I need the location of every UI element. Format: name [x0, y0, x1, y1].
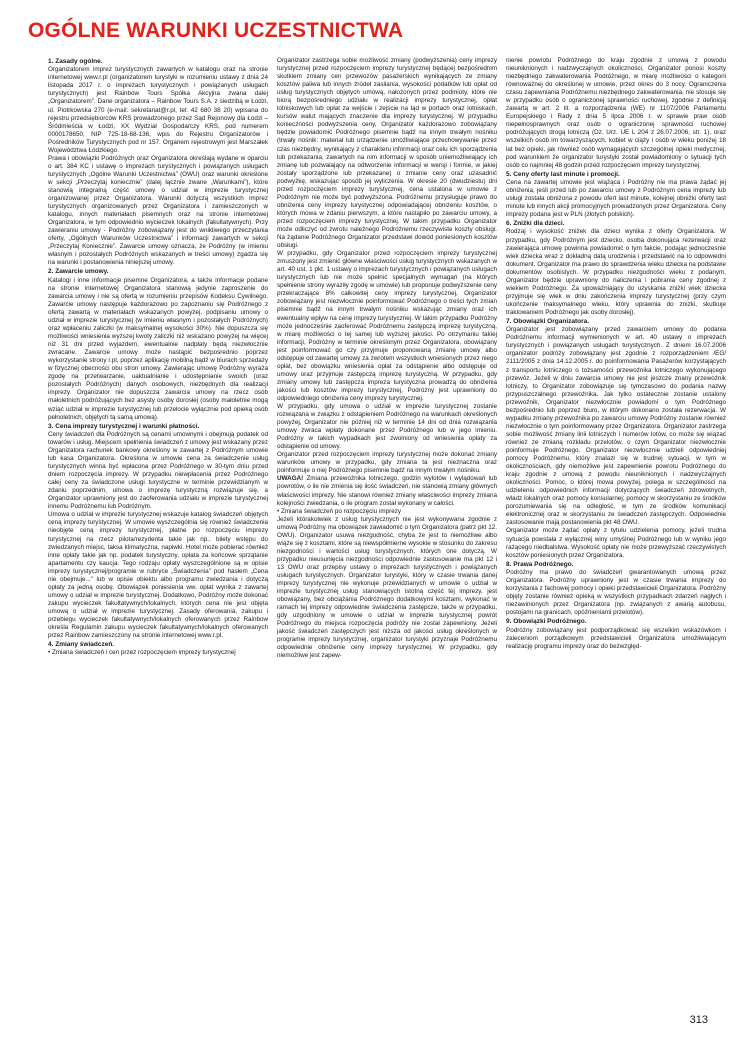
paragraph: nienie powrotu Podróżnego do kraju zgodnie z umową z powodu nieuniknionych i nadzwyczajnych okoliczności, Organizator ponosi koszty niezbędnego zakwaterowania Podróżnego, w miarę możliwości o kategorii równoważnej do określonej w umowie, przez okres do 3 nocy. Ograniczenia czasu zapewniania Podróżnemu niezbędnego zakwaterowania, nie stosuje się w przypadku osób o ograniczonej sprawności ruchowej, zgodnie z definicją zawartą w art. 2 lit. a rozporządzenia (WE) nr 1107/2006 Parlamentu Europejskiego i Rady z dnia 5 lipca 2006 r. w sprawie praw osób niepełnosprawnych oraz osób o ograniczonej sprawności ruchowej podróżujących drogą lotniczą (Dz. Urz. UE L 204 z 26.07.2006, str. 1), oraz wszelkich osób im towarzyszących, kobiet w ciąży i osób w wieku poniżej 18 lat bez opieki, jak również osób wymagających szczególnej opieki medycznej, pod warunkiem że organizator turystyki został powiadomiony o sytuacji tych osób co najmniej 48 godzin przed rozpoczęciem imprezy turystycznej.	[506, 57, 726, 169]
paragraph: Ceny świadczeń dla Podróżnych są cenami umownymi i obejmują podatek od towarów i usług. Miejscem spełnienia świadczeń z umowy jest wskazany przez Organizatora rachunek bankowy określony w zawartej z Podróżnym umowie lub kasa Organizatora. Określona w umowie cena za świadczenie usług turystycznych winna być wpłacona przez Podróżnego w 30-tym dniu przed dniem rozpoczęcia imprezy. W przypadku niewpłacenia przez Podróżnego całej ceny za świadczone usługi turystyczne w terminie przewidzianym w zdaniu poprzednim, umowa o imprezę turystyczną rozwiązuje się, a Organizator uprawniony jest do zaoferowania udziału w imprezie turystycznej innemu Podróżnemu lub Podróżnym.	[48, 430, 268, 511]
section-heading-organizer-duties: 7. Obowiązki Organizatora.	[506, 318, 590, 325]
section-heading-changes: 4. Zmiany świadczeń.	[48, 641, 115, 649]
section-heading-traveler-duties: 9. Obowiązki Podróżnego.	[506, 618, 587, 626]
paragraph: Organizator może żądać opłaty z tytułu udzielenia pomocy, jeżeli trudna sytuacja powstała z wyłącznej winy umyślnej Podróżnego lub w wyniku jego rażącego niedbalstwa. Wysokość opłaty nie może przewyższać rzeczywistych kosztów poniesionych przez Organizatora.	[506, 527, 726, 559]
note-text: Zmiana przewoźnika lotniczego, godzin wylotów i wylądowań lub powrotów, o ile nie zmienia się ilość świadczeń, nie stanowią zmiany głównych właściwości imprezy. Nie stanowi również zmiany właściwości imprezy zmiana kolejności zwiedzania, o ile program został wykonany w całości.	[277, 475, 497, 507]
paragraph-note	[277, 475, 497, 507]
page-title: OGÓLNE WARUNKI UCZESTNICTWA	[28, 19, 404, 42]
section-heading-general-rules: 1. Zasady ogólne.	[48, 58, 103, 65]
paragraph: Organizator przed rozpoczęciem imprezy turystycznej może dokonać zmiany warunków umowy w przypadku, gdy zmiana ta jest nieznaczna oraz poinformuje o niej Podróżnego pisemnie bądź na innym trwałym nośniku.	[277, 451, 497, 475]
column-1	[48, 57, 268, 1010]
paragraph: Organizator jest zobowiązany przed zawarciem umowy do podania Podróżnemu informacji wymienionych w art. 40 ustawy o imprezach turystycznych i powiązanych usługach turystycznych. Z dniem 16.07.2006 organizator podróży zobowiązany jest zgodnie z rozporządzeniem /EG/ 2111/2005 z dnia 14.12.2005 r. do poinformowania Pasażerów korzystających z transportu lotniczego o tożsamości przewoźnika lotniczego wykonującego przewóz. Jeżeli w dniu zawarcia umowy nie jest jeszcze znany przewoźnik lotniczy, to Organizator zobowiązuje się tymczasowo do podania nazwy przypuszczalnego przewoźnika. Jak tylko ostatecznie zostanie ustalony przewoźnik, Organizator niezwłocznie powiadomi o tym Podróżnego bezpośrednio lub poprzez biuro, w którym dokonano została rezerwacja. W wypadku zmiany przewoźnika po zawarciu umowy Podróżny zostanie również niezwłocznie o tym poinformowany przez Organizatora. Organizator zastrzega sobie możliwość zmiany linii lotniczych i numerów lotów, co może się wiązać również ze zmianą rozkładu przelotów, o czym Organizator niezwłocznie poinformuje Podróżnego. Organizator niezwłocznie udzieli odpowiedniej pomocy Podróżnemu, który znalazł się w trudnej sytuacji, w tym w okolicznościach, gdy niemożliwe jest zapewnienie powrotu Podróżnego do kraju zgodnie z umową z powodu nieuniknionych i nadzwyczajnych okoliczności. Pomoc, o której mowa powyżej, polega w szczególności na udzieleniu odpowiednich informacji dotyczących świadczeń zdrowotnych, władz lokalnych oraz pomocy konsularnej; pomocy w skorzystaniu ze środków porozumiewania się na odległość, w tym ze środków komunikacji elektronicznej oraz w skorzystaniu ze świadczeń zastępczych. Odpowiednie zastosowanie mają postanowienia pkt 48 OWU.	[506, 326, 726, 527]
paragraph: Jeżeli którakolwiek z usług turystycznych nie jest wykonywana zgodnie z umową Podróżny ma obowiązek zawiadomić o tym Organizatora (patrz pkt 12. OWU). Organizator usuwa niezgodność, chyba że jest to niemożliwe albo wiąże się z kosztami, które są niewspółmierne wysokie w stosunku do zakresu niezgodności i wartości usług turystycznych, których one dotyczą. W przypadku nieusunięcia niezgodności odpowiednie zastosowanie ma pkt 12 i 13 OWU oraz przepisy ustawy o imprezach turystycznych i powiązanych usługach turystycznych. Organizator turystyki, który w czasie trwania danej imprezy turystycznej nie wykonuje przewidzianych w umowie o udział w imprezie turystycznej usług stanowiących istotną część tej imprezy, jest obowiązany, bez obciążania Podróżnego dodatkowymi kosztami, wykonać w ramach tej imprezy odpowiednie świadczenia zastępcze, także w przypadku, gdy uzgodniony w umowie o udział w imprezie turystycznej powrót Podróżnego do miejsca rozpoczęcia podróży nie został zapewniony. Jeżeli jakość świadczeń zastępczych jest niższa od jakości usług określonych w programie imprezy turystycznej, organizator turystyki przyznaje Podróżnemu odpowiednie obniżenie ceny imprezy turystycznej. W przypadku, gdy niemożliwe jest zapew-	[277, 515, 497, 660]
paragraph: • Zmiana świadczeń i cen przez rozpoczęciem imprezy turystycznej	[48, 649, 236, 657]
section-heading-traveler-rights: 8. Prawa Podróżnego.	[506, 560, 574, 568]
column-2	[277, 57, 497, 1010]
section-heading-contract: 2. Zawarcie umowy.	[48, 268, 109, 276]
paragraph: Umowa o udział w imprezie turystycznej wskazuje katalog świadczeń objętych ceną imprezy turystycznej. W umowie wyszczególnia się również świadczenia nieobjęte ceną imprezy turystycznej, płatne po rozpoczęciu imprezy turystycznej na rzecz pilota/rezydenta takie jak np.: bilety wstępu do zwiedzanych miejsc, taksa klimatyczna, napiwki. Hotel może pobierać również inne opłaty takie jak np. podatek turystyczny, opłata za końcowe sprzątanie apartamentu czy kaucja. Tego rodzaju opłaty wyszczególnione są w opisie imprezy turystycznej/programie w rubryce „Świadczenia” pod hasłem „Cena nie obejmuje...” lub w opisie obiektu albo programu zwiedzania i dotyczą opłaty za jedną osobę. Obowiązek poniesienia ww. opłat wynika z zawartej umowy o udział w imprezie turystycznej. Dodatkowo, Podróżny może dokonać zakupu wycieczek fakultatywnych/lokalnych, których cena nie jest objęta umową o udział w imprezie turystycznej. Zasady oferowania, zakupu i przebiegu wycieczek fakultatywnych/lokalnych oferowanych przez Rainbow określa Regulamin zakupu wycieczek fakultatywnych/lokalnych oferowanych przez Rainbow zamieszczony na stronie internetowej www.r.pl.	[48, 511, 268, 640]
paragraph: Katalogi i inne informacje pisemne Organizatora, a także informacje podane na stronie internetowej Organizatora stanowią jedynie zaproszenie do zawarcia umowy i nie są ofertą w rozumieniu przepisów Kodeksu Cywilnego. Zawarcie umowy następuje każdorazowo po zapoznaniu się Podróżnego z ofertą zawartą w materiałach wskazanych powyżej, podpisaniu umowy o udział w imprezie turystycznej (w imieniu własnym i pozostałych Podróżnych) oraz wpłaceniu zaliczki (w maksymalnej wysokości 30%). Nie dopuszcza się możliwości wniesienia wyższej kwoty zaliczki niż wskazano powyżej na więcej niż 31 dni przed wyjazdem, ewentualnie nadpłaty będą niezwłocznie zwracane. Zawarcie umowy może nastąpić bezpośrednio poprzez wykorzystanie strony r.pl, poprzez aplikację mobilną bądź w biurach sprzedaży w fizycznej obecności obu stron umowy. Zawierając umowę Podróżny wyraża zgodę na przetwarzanie, uaktualnianie i udostępnianie swoich (oraz pozostałych Podróżnych) danych osobowych, niezbędnych dla realizacji imprezy. Organizator nie dopuszcza zawarcia umowy na rzecz osób małoletnich podróżujących bez asysty osoby dorosłej (osoby małoletnie mogą wziąć udział w imprezie turystycznej lub przelocie wyłącznie pod opieką osób pełnoletnich, objętych tą samą umową).	[48, 276, 268, 421]
section-heading-last-minute: 5. Ceny oferty last minute i promocji.	[506, 170, 620, 178]
section-heading-child-discounts: 6. Zniżki dla dzieci.	[506, 220, 565, 228]
page-number: 313	[689, 1014, 708, 1026]
paragraph: Prawa i obowiązki Podróżnych oraz Organizatora określają wydane w oparciu o art. 384 KC i ustawę o imprezach turystycznych i powiązanych usługach turystycznych „Ogólne Warunki Uczestnictwa” (OWU) oraz warunki określone w sekcji „Przeczytaj koniecznie” (dalej łącznie zwane „Warunkami”), które stanowią integralną część umowy o udział w imprezie turystycznej organizowanej przez Organizatora. Warunki dotyczą wszystkich imprez turystycznych organizowanych przez Organizatora i zamieszczonych w katalogu, innych materiałach pisemnych oraz na stronie internetowej Organizatora, w tym odpowiednio wycieczek lokalnych (fakultatywnych). Przy zawieraniu umowy - Podróżny zobowiązany jest do wnikliwego przeczytania oferty, „Ogólnych Warunków Uczestnictwa” i informacji zawartych w sekcji „Przeczytaj Koniecznie”. Zawarcie umowy oznacza, że Podróżny (w imieniu własnym i pozostałych Podróżnych wskazanych w treści umowy) zgadza się na warunki i postanowienia niniejszej umowy.	[48, 154, 268, 267]
paragraph: Cena na zawartej umowie jest wiążąca i Podróżny nie ma prawa żądać jej obniżenia, jeśli przed lub po zawarciu umowy z Podróżnym cena imprezy lub usługi została obniżona z powodu ofert last minute, kolejnej obniżki oferty last minute lub innych akcji promocyjnych prowadzonych przez Organizatora. Ceny imprezy podana jest w PLN (złotych polskich).	[506, 178, 726, 219]
paragraph: Podróżny zobowiązany jest podporządkować się wszelkim wskazówkom i zaleceniom porządkowym przedstawicieli Organizatora umożliwiającym realizację programu imprezy oraz do bezwzględ-	[506, 626, 726, 650]
paragraph: Podróżny ma prawo do świadczeń gwarantowanych umową przez Organizatora. Podróżny uprawniony jest w czasie trwania imprezy do korzystania z fachowej pomocy i opieki przedstawicieli Organizatora. Podróżny objęty zostanie również opieką w wszystkich przypadkach zdarzeń nagłych i niezawinionych przez Organizatora (np. związanych z awarią autobusu, postojami na granicach, opóźnieniami przelotów).	[506, 568, 726, 617]
paragraph: • Zmiana świadczeń po rozpoczęciu imprezy	[277, 507, 401, 515]
paragraph: W przypadku, gdy umowa o udział w imprezie turystycznej zostanie rozwiązana w związku z odstąpieniem Podróżnego na warunkach określonych powyżej, Organizator nie później niż w terminie 14 dni od dnia rozwiązania umowy zwraca wpłaty dokonane przez Podróżnego lub w jego imieniu. Podróżny w takich wypadkach jest zwolniony od wniesienia opłaty za odstąpienie od umowy.	[277, 403, 497, 451]
paragraph: Organizator zastrzega sobie możliwość zmiany (podwyższenia) ceny imprezy turystycznej przed rozpoczęciem imprezy turystycznej będącej bezpośrednim skutkiem zmiany cen przewozów pasażerskich wynikających ze zmiany kosztów paliwa lub innych źródeł zasilania, wysokości podatków lub opłat od usług turystycznych objętych umową, nałożonych przez podmioty, które nie biorą bezpośredniego udziału w realizacji imprezy turystycznej, opłat lotniskowych lub opłat za wejście i zejście na ląd w portach oraz lotniskach, kursów walut mających znaczenie dla imprezy turystycznej. W przypadku konieczności podwyższenia ceny, Organizator każdorazowo zobowiązany będzie powiadomić Podróżnego pisemnie bądź na innym trwałym nośniku (trwały nośnik: materiał lub urządzenie umożliwiające przechowywanie przez czas niezbędny, wynikający z charakteru informacji oraz celu ich sporządzenia lub przekazania, zawartych na nim informacji w sposób uniemożliwiający ich zmianę lub pozwalający na odtworzenie informacji w wersji i formie, w jakiej zostały sporządzone lub przekazane) o zmianie ceny oraz uzasadnić podwyżkę, wskazując sposób jej wyliczenia. W okresie 20 (dwudziestu) dni przed rozpoczęciem imprezy turystycznej, cena ustalona w umowie z Podróżnym nie może być podwyższona. Podróżnemu przysługuje prawo do obniżenia ceny imprezy turystycznej odpowiadającej obniżeniu kosztów, o których mowa w zdaniu pierwszym, a które nastąpiło po zawarciu umowy, a przed rozpoczęciem imprezy turystycznej. W takim przypadku Organizator może odliczyć od zwrotu należnego Podróżnemu rzeczywiste koszty obsługi. Na żądanie Podróżnego Organizator przedstawi dowód poniesionych kosztów obsługi.	[277, 57, 497, 250]
paragraph: Organizatorem imprez turystycznych zawartych w katalogu oraz na stronie internetowej www.r.pl (organizatorem turystyki w rozumieniu ustawy z dnia 24 listopada 2017 r. o imprezach turystycznych i powiązanych usługach turystycznych) jest Rainbow Tours Spółka Akcyjna zwana dalej „Organizatorem”. Dane organizatora – Rainbow Tours S.A. z siedzibą w Łodzi, ul. Piotrkowska 270 (e-mail: sekretariat@r.pl, tel: 42 680 38 20) wpisana do rejestru przedsiębiorców KRS prowadzonego przez Sąd Rejonowy dla Łodzi – Śródmieścia w Łodzi, XX Wydział Gospodarczy KRS, pod numerem 0000178650, NIP 725-18-68-136, wpis do Rejestru Organizatorów i Pośredników Turystycznych pod nr 157. Organem rejestrowym jest Marszałek Województwa Łódzkiego.	[48, 66, 268, 154]
note-label: UWAGA!	[277, 475, 304, 483]
section-heading-price: 3. Cena imprezy turystycznej i warunki płatności.	[48, 422, 200, 430]
terms-columns	[48, 57, 726, 1010]
paragraph: Rodzaj i wysokość zniżek dla dzieci wynika z oferty Organizatora. W przypadku, gdy Podróżnym jest dziecko, osoba dokonująca rezerwacji oraz zawierająca umowę powinna powiadomić o tym fakcie, podając jednocześnie wiek dziecka wraz z dokładną datą urodzenia i przedstawić na to odpowiedni dokument. Organizator ma prawo do sprawdzenia wieku dziecka na podstawie dokumentów osobistych. W przypadku niezgodności wieku z podanym, Organizator będzie uprawniony do naliczenia i pobrania ceny zgodnej z wiekiem Podróżnego. Za upoważniający do uzyskania zniżki wiek dziecka przyjmuje się wiek w dniu zakończenia imprezy turystycznej (przy czym ukończenie maksymalnego wieku, który uprawnia do zniżki, skutkuje traktowaniem Podróżnego jak osoby dorosłej).	[506, 228, 726, 316]
paragraph: W przypadku, gdy Organizator przed rozpoczęciem imprezy turystycznej zmuszony jest zmienić główne właściwości usług turystycznych wskazanych w art. 40 ust. 1 pkt. 1 ustawy o imprezach turystycznych i powiązanych usługach turystycznych lub nie może spełnić specjalnych wymagań (na których spełnienie strony wyraziły zgodę w umowie) lub proponuje podwyższenie ceny przekraczające 8% całkowitej ceny imprezy turystycznej, Organizator zobowiązany jest niezwłocznie poinformować Podróżnego o treści tych zmian pisemnie bądź na innym trwałym nośniku wskazując zmiany oraz ich ewentualny wpływ na cenę imprezy turystycznej. W takim przypadku Podróżny może jednocześnie zaoferować Podróżnemu zastępczą imprezę turystyczną, w miarę możliwości o tej samej lub wyższej jakości. Po otrzymaniu takiej informacji, Podróżny w terminie określonym przez Organizatora, obowiązany jest poinformować go czy przyjmuje proponowaną zmianę umowy albo odstępuje od zawartej umowy za zwrotem wszystkich wniesionych przez niego opłat, bez obowiązku wniesienia opłat za odstąpienie albo odstępuje od umowy oraz przyjmuje zastępczą imprezę turystyczną. W przypadku, gdy zmiany umowy lub zastępcza impreza turystyczna prowadzą do obniżenia jakości lub kosztów imprezy turystycznej, Podróżny jest uprawniony do odpowiedniego obniżenia ceny imprezy turystycznej.	[277, 250, 497, 402]
column-3	[506, 57, 726, 1010]
